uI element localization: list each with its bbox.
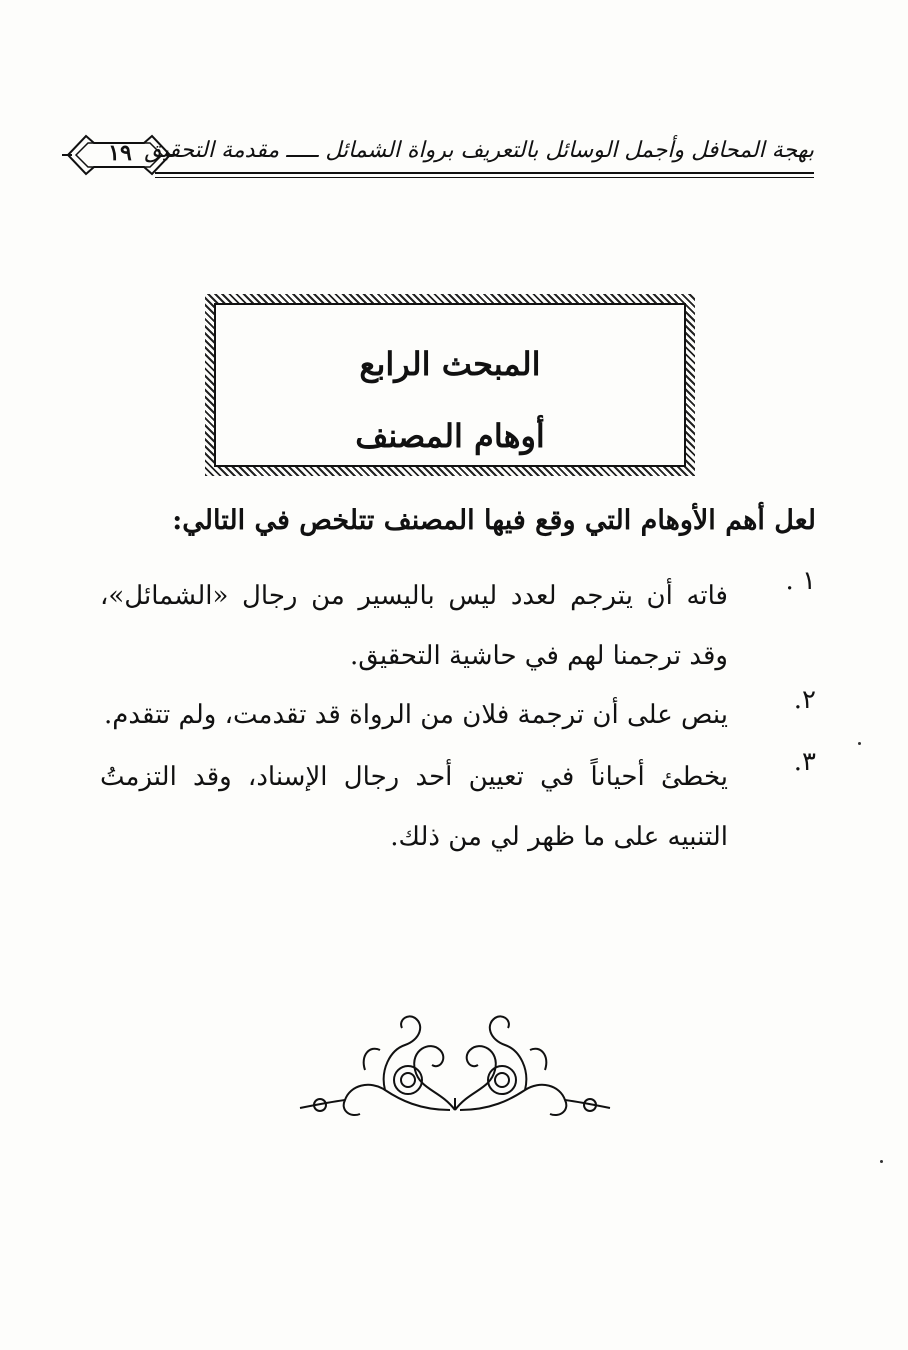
- section-title-frame: [205, 294, 695, 476]
- list-item-number: ٢.: [793, 685, 816, 715]
- scan-speck: [880, 1160, 883, 1163]
- list-item-number: ١ .: [785, 566, 816, 596]
- list-item-text: فاته أن يترجم لعدد ليس باليسير من رجال «الشمائل»، وقد ترجمنا لهم في حاشية التحقيق.: [100, 581, 728, 671]
- floral-ornament-icon: [290, 1010, 620, 1125]
- list-item-text: يخطئ أحياناً في تعيين أحد رجال الإسناد، وقد التزمتُ التنبيه على ما ظهر لي من ذلك.: [100, 762, 728, 852]
- list-item-text: ينص على أن ترجمة فلان من الرواة قد تقدمت، ولم تتقدم.: [104, 700, 728, 730]
- scan-speck: [858, 742, 861, 745]
- section-title-panel: [214, 303, 686, 467]
- running-header-title: بهجة المحافل وأجمل الوسائل بالتعريف برواة الشمائل ـــــ مقدمة التحقيق: [144, 138, 814, 163]
- list-item-number: ٣.: [793, 747, 816, 777]
- section-subheading: أوهام المصنف: [355, 417, 545, 455]
- intro-paragraph: لعل أهم الأوهام التي وقع فيها المصنف تتلخص في التالي:: [172, 505, 816, 536]
- header-rule-thin: [155, 177, 814, 178]
- header-rule: [155, 172, 814, 174]
- section-heading: المبحث الرابع: [359, 345, 541, 383]
- page-number: ١٩: [108, 140, 132, 166]
